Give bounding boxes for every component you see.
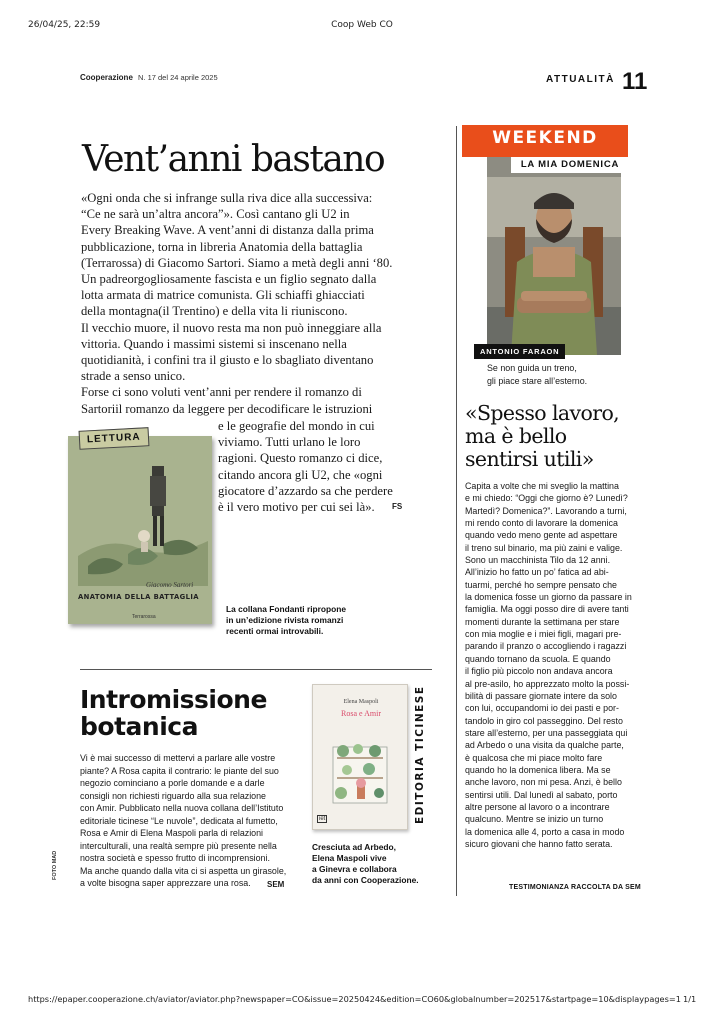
article-line: stare all’esterno, per una passeggiata qui — [465, 727, 628, 738]
article-line: lotta armata di matrice comunista. Gli schiaffi ghiacciati — [81, 288, 365, 303]
page-number: 11 — [622, 68, 648, 95]
caption-line: da anni con Cooperazione. — [312, 875, 419, 885]
botanica-signature: SEM — [267, 880, 285, 889]
weekend-credit: TESTIMONIANZA RACCOLTA DA SEM — [509, 884, 641, 891]
article-line: ad Arbedo o una visita da qualche parte, — [465, 740, 624, 751]
article-line: altre persone al lavoro o a incontrare — [465, 801, 610, 812]
article-line: Every Breaking Wave. A vent’anni di distanza dalla prima — [81, 223, 374, 238]
article-line: quando tornano da scuola. E quando — [465, 653, 611, 664]
article-line: con Amir. Pubblicato nella nuova collana dell’Istituto — [80, 803, 284, 813]
quote-line: ma è bello — [465, 424, 567, 448]
article-line: sentirsi utili. Dal lunedì al sabato, porto — [465, 789, 618, 800]
article-line: con lui, occupandomi io dei pasti e por- — [465, 703, 619, 714]
caption-line: recenti ormai introvabili. — [226, 626, 324, 636]
article-line: tandolo in giro col passeggino. Del resto — [465, 715, 623, 726]
rosa-caption — [312, 842, 419, 886]
article-line: “Ce ne sarà un’altra ancora”». Così cantano gli U2 in — [81, 207, 350, 222]
botanica-title — [80, 686, 267, 740]
quote-line: sentirsi utili» — [465, 447, 594, 471]
article-line: Un padreorgogliosamente fascista e un figlio segnato dalla — [81, 272, 377, 287]
caption-line: Cresciuta ad Arbedo, — [312, 842, 396, 852]
caption-line: a Ginevra e collabora — [312, 864, 397, 874]
article-line: pubblicazione, torna in libreria Anatomia della battaglia — [81, 239, 363, 254]
article-line: Sono un macchinista Tilo da 12 anni. — [465, 555, 611, 566]
la-mia-domenica-tag: LA MIA DOMENICA — [511, 157, 629, 173]
article-line: quotidianità, i confini tra il giusto e lo sbagliato diventano — [81, 353, 374, 368]
weekend-tag: WEEKEND — [462, 125, 628, 157]
caption-line: La collana Fondanti ripropone — [226, 604, 347, 614]
article-line: tuarmi, perché ho sempre pensato che — [465, 579, 617, 590]
article-line: il treno sul binario, ma più zaini e valige. — [465, 542, 623, 553]
caption-line: Se non guida un treno, — [487, 363, 577, 373]
caption-line: in un’edizione rivista romanzi — [226, 615, 344, 625]
lettura-tag: LETTURA — [79, 427, 150, 450]
book-author: Giacomo Sartori — [146, 581, 194, 589]
article-line: quando vedo meno gente ad aspettare — [465, 530, 618, 541]
caption-line: Elena Maspoli vive — [312, 853, 387, 863]
article-line: viviamo. Tutti urlano le loro — [218, 435, 361, 450]
article-line: Forse ci sono voluti vent’anni per rendere il romanzo di — [81, 385, 362, 400]
weekend-quote-title — [465, 402, 619, 471]
article-line: Ma anche quando dalla vita ci si aspetta un girasole, — [80, 865, 287, 876]
caption-line: gli piace stare all’esterno. — [487, 375, 588, 386]
quote-line: «Spesso lavoro, — [465, 401, 620, 425]
article-line: la domenica fosse un giorno da passare in — [465, 592, 632, 603]
article-line: qualcuno. Mentre se inizio un turno — [465, 814, 604, 825]
article-line: momenti durante la settimana per stare — [465, 616, 620, 627]
article-line: strade a senso unico. — [81, 369, 186, 384]
article-line: sicuro giovani che hanno fatto serata. — [465, 838, 613, 849]
article-line: «Ogni onda che si infrange sulla riva dice alla successiva: — [81, 191, 373, 205]
rosa-book-title: Rosa e Amir — [341, 709, 381, 718]
print-title: Coop Web CO — [331, 20, 393, 30]
article-line: vittoria. Quando i massimi sistemi si inscenano nella — [81, 336, 347, 351]
portrait-image — [487, 157, 621, 355]
main-article-body-indented — [218, 418, 428, 515]
article-line: All’inizio ho fatto un po’ fatica ad abi- — [465, 567, 609, 578]
plants-illustration — [313, 685, 409, 831]
title-line: Intromissione — [80, 685, 267, 714]
article-line: consigli non richiesti riguardo alla sua relazione — [80, 790, 266, 801]
publisher-logo: iet — [319, 816, 326, 822]
article-line: giocatore d’azzardo sa che perdere — [218, 483, 393, 498]
brand-name: Cooperazione — [80, 73, 133, 82]
print-page-count: 1/1 — [683, 994, 697, 1004]
person-name-tag: ANTONIO FARAON — [474, 344, 565, 359]
article-line: Capita a volte che mi sveglio la mattina — [465, 481, 619, 491]
article-line: è il vero motivo per cui sei là». — [218, 500, 375, 515]
rosa-book-author: Elena Maspoli — [343, 699, 379, 705]
book-caption — [226, 604, 346, 637]
article-line: mi rendo conto di lavorare la domenica — [465, 518, 618, 529]
article-line: anche lavoro, non mi pesa. Anzi, è bello — [465, 777, 622, 788]
portrait-photo — [487, 157, 621, 355]
article-line: piante? A Rosa capita il contrario: le piante del suo — [80, 765, 279, 776]
article-line: della montagna(il Trentino) e della vita li riuniscono. — [81, 304, 348, 319]
article-line: è qualcosa che mi piace molto fare — [465, 752, 603, 763]
article-line: al pre-asilo, ho apprezzato molto la possi- — [465, 678, 630, 689]
article-line: Vi è mai successo di mettervi a parlare alle vostre — [80, 753, 276, 763]
article-line: con mia moglie e i miei figli, magari pre- — [465, 629, 622, 640]
main-article-body — [81, 190, 441, 417]
book-publisher: Terrarossa — [132, 614, 156, 620]
photo-credit: FOTO MAD — [52, 850, 58, 880]
editoria-ticinese-tag: EDITORIA TICINESE — [414, 685, 426, 824]
article-line: nostra società e spesso frutto di incomprensioni. — [80, 853, 270, 863]
article-line: bilità di passare giornate intere da solo — [465, 690, 617, 701]
book-cover-rosa-e-amir — [312, 684, 408, 830]
print-datetime: 26/04/25, 22:59 — [28, 20, 101, 30]
article-line: negozio cominciano a porle domande e a darle — [80, 778, 265, 788]
article-line: a volte bisogna saper apprezzare una rosa. — [80, 878, 251, 888]
article-line: ragioni. Questo romanzo ci dice, — [218, 451, 383, 466]
article-line: Il vecchio muore, il nuovo resta ma non può inneggiare alla — [81, 320, 382, 335]
article-line: Rosa e Amir di Elena Maspoli parla di relazioni — [80, 828, 264, 838]
main-article-signature: FS — [392, 502, 403, 511]
article-line: il figlio più piccolo non andava ancora — [465, 666, 613, 677]
main-article-title: Vent’anni bastano — [82, 139, 385, 180]
article-line: la domenica alle 4, porto a casa in modo — [465, 826, 625, 837]
book-title: ANATOMIA DELLA BATTAGLIA — [78, 593, 199, 601]
title-line: botanica — [80, 712, 198, 741]
print-url: https://epaper.cooperazione.ch/aviator/aviator.php?newspaper=CO&issue=20250424&edition=CO60&globalnumber=202517&startpage=10&displaypages=1 — [28, 994, 681, 1004]
article-line: parando il pranzo o accogliendo i ragazzi — [465, 641, 627, 652]
photo-caption — [487, 362, 587, 387]
article-line: e mi chiedo: “Oggi che giorno è? Lunedì? — [465, 493, 628, 504]
article-line: (Terrarossa) di Giacomo Sartori. Siamo a metà degli anni ‘80. — [81, 255, 393, 270]
botanica-body — [80, 752, 286, 890]
article-line: famiglia. Ma oggi posso dire di avere tanti — [465, 604, 629, 615]
divider — [80, 669, 432, 670]
article-line: Sartoriil romanzo da leggere per decodificare le istruzioni — [81, 401, 373, 416]
article-line: Martedì? Domenica?”. Lavorando a turni, — [465, 505, 627, 516]
article-line: citando ancora gli U2, che «ogni — [218, 467, 383, 482]
article-line: quando ho la domenica libera. Ma se — [465, 764, 611, 775]
issue-info: N. 17 del 24 aprile 2025 — [138, 73, 218, 82]
book-cover-anatomia — [68, 436, 212, 624]
article-line: editoriale ticinese “Le nuvole”, dedicata al fumetto, — [80, 815, 278, 826]
article-line: interculturali, una realtà sempre più presente nella — [80, 840, 277, 851]
section-label: ATTUALITÀ — [546, 74, 615, 85]
weekend-body — [465, 480, 632, 850]
article-line: e le geografie del mondo in cui — [218, 419, 375, 433]
column-divider — [456, 126, 457, 896]
